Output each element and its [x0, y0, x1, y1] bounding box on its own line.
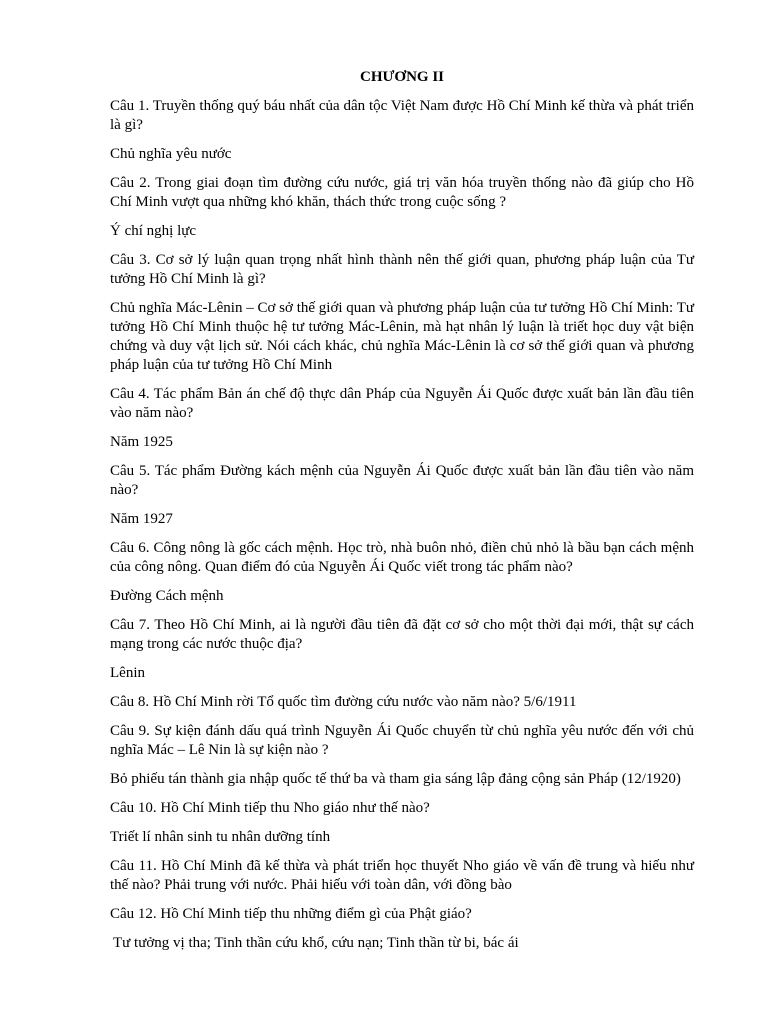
answer-5: Năm 1927 — [110, 511, 173, 527]
question-12: Câu 12. Hồ Chí Minh tiếp thu những điểm gì của Phật giáo? — [110, 906, 472, 922]
answer-4: Năm 1925 — [110, 434, 173, 450]
answer-3: Chủ nghĩa Mác-Lênin – Cơ sở thế giới quan và phương pháp luận của tư tưởng Hồ Chí Minh: Tư tưởng Hồ Chí Minh thuộc hệ tư tưởng Mác-Lênin, mà hạt nhân lý luận là triết học duy vật biện chứng và duy vật lịch sử. Nói cách khác, chủ nghĩa Mác-Lênin là cơ sở thế giới quan và phương pháp luận của tư tưởng Hồ Chí Minh — [110, 300, 694, 373]
question-10: Câu 10. Hồ Chí Minh tiếp thu Nho giáo như thế nào? — [110, 800, 430, 816]
question-1: Câu 1. Truyền thống quý báu nhất của dân tộc Việt Nam được Hồ Chí Minh kế thừa và phát triển là gì? — [110, 98, 694, 133]
answer-1: Chủ nghĩa yêu nước — [110, 146, 232, 162]
question-9: Câu 9. Sự kiện đánh dấu quá trình Nguyễn Ái Quốc chuyển từ chủ nghĩa yêu nước đến với chủ nghĩa Mác – Lê Nin là sự kiện nào ? — [110, 723, 694, 758]
answer-2: Ý chí nghị lực — [110, 223, 197, 239]
document-page — [110, 60, 694, 963]
question-2: Câu 2. Trong giai đoạn tìm đường cứu nước, giá trị văn hóa truyền thống nào đã giúp cho Hồ Chí Minh vượt qua những khó khăn, thách thức trong cuộc sống ? — [110, 175, 694, 210]
answer-10: Triết lí nhân sinh tu nhân dưỡng tính — [110, 829, 331, 845]
question-8: Câu 8. Hồ Chí Minh rời Tổ quốc tìm đường cứu nước vào năm nào? 5/6/1911 — [110, 694, 577, 710]
question-7: Câu 7. Theo Hồ Chí Minh, ai là người đầu tiên đã đặt cơ sở cho một thời đại mới, thật sự cách mạng trong các nước thuộc địa? — [110, 617, 694, 652]
answer-7: Lênin — [110, 665, 145, 681]
chapter-title: CHƯƠNG II — [359, 69, 445, 85]
answer-6: Đường Cách mệnh — [110, 588, 224, 604]
question-11: Câu 11. Hồ Chí Minh đã kế thừa và phát triển học thuyết Nho giáo về vấn đề trung và hiếu như thế nào? Phải trung với nước. Phải hiếu với toàn dân, với đồng bào — [110, 858, 694, 893]
question-4: Câu 4. Tác phẩm Bản án chế độ thực dân Pháp của Nguyễn Ái Quốc được xuất bản lần đầu tiên vào năm nào? — [110, 386, 694, 421]
question-5: Câu 5. Tác phẩm Đường kách mệnh của Nguyễn Ái Quốc được xuất bản lần đầu tiên vào năm nào? — [110, 463, 694, 498]
answer-12: Tư tưởng vị tha; Tinh thần cứu khổ, cứu nạn; Tinh thần từ bi, bác ái — [113, 935, 519, 951]
answer-9: Bỏ phiếu tán thành gia nhập quốc tế thứ ba và tham gia sáng lập đảng cộng sản Pháp (12/1920) — [110, 771, 681, 787]
question-6: Câu 6. Công nông là gốc cách mệnh. Học trò, nhà buôn nhỏ, điền chủ nhỏ là bầu bạn cách mệnh của công nông. Quan điểm đó của Nguyễn Ái Quốc viết trong tác phẩm nào? — [110, 540, 694, 575]
question-3: Câu 3. Cơ sở lý luận quan trọng nhất hình thành nên thế giới quan, phương pháp luận của Tư tưởng Hồ Chí Minh là gì? — [110, 252, 694, 287]
